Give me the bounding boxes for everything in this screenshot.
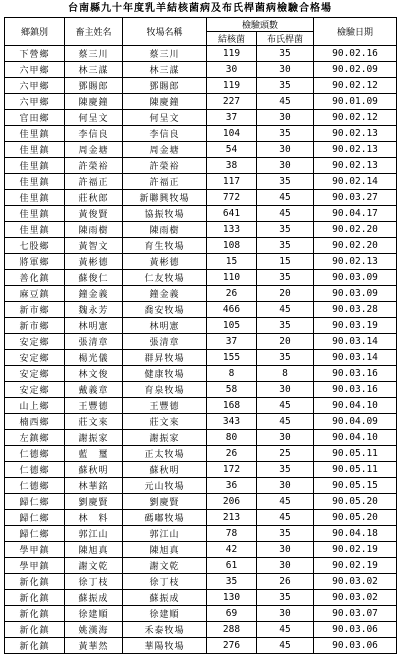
document-title: 台南縣九十年度乳羊結核菌病及布氏桿菌病檢驗合格場: [68, 3, 332, 14]
cell-township: 將軍鄉: [5, 254, 65, 270]
cell-farm: 許福正: [123, 174, 207, 190]
cell-owner: 林華銘: [65, 478, 123, 494]
cell-farm: 鐘金義: [123, 286, 207, 302]
header-brucella: 布氏桿菌: [257, 32, 314, 46]
cell-township: 佳里鎮: [5, 142, 65, 158]
cell-owner: 郭江山: [65, 526, 123, 542]
cell-tb-count: 80: [207, 430, 257, 446]
cell-owner: 李信良: [65, 126, 123, 142]
cell-township: 新化鎮: [5, 638, 65, 654]
cell-township: 楠西鄉: [5, 414, 65, 430]
cell-tb-count: 466: [207, 302, 257, 318]
cell-brucella-count: 30: [257, 110, 314, 126]
cell-date: 90.03.06: [314, 638, 397, 654]
cell-date: 90.03.16: [314, 366, 397, 382]
cell-township: 官田鄉: [5, 110, 65, 126]
cell-township: 歸仁鄉: [5, 494, 65, 510]
cell-brucella-count: 45: [257, 622, 314, 638]
cell-township: 安定鄉: [5, 366, 65, 382]
cell-date: 90.03.19: [314, 318, 397, 334]
cell-tb-count: 108: [207, 238, 257, 254]
cell-farm: 徐丁枝: [123, 574, 207, 590]
cell-farm: 何呈文: [123, 110, 207, 126]
cell-township: 新市鄉: [5, 318, 65, 334]
table-row: [5, 558, 397, 574]
cell-tb-count: 54: [207, 142, 257, 158]
cell-owner: 劉慶賢: [65, 494, 123, 510]
cell-farm: 王豐德: [123, 398, 207, 414]
cell-brucella-count: 26: [257, 574, 314, 590]
table-row: [5, 622, 397, 638]
table-row: [5, 366, 397, 382]
cell-owner: 莊秋郎: [65, 190, 123, 206]
table-row: [5, 78, 397, 94]
table-row: [5, 46, 397, 62]
cell-owner: 蘇振成: [65, 590, 123, 606]
cell-date: 90.03.07: [314, 606, 397, 622]
cell-date: 90.04.09: [314, 414, 397, 430]
cell-tb-count: 30: [207, 62, 257, 78]
cell-township: 新化鎮: [5, 606, 65, 622]
cell-date: 90.03.14: [314, 334, 397, 350]
cell-farm: 蘇振成: [123, 590, 207, 606]
cell-township: 佳里鎮: [5, 206, 65, 222]
cell-brucella-count: 35: [257, 174, 314, 190]
table-row: [5, 526, 397, 542]
cell-brucella-count: 45: [257, 638, 314, 654]
document-page: [4, 1, 396, 654]
cell-brucella-count: 30: [257, 558, 314, 574]
cell-owner: 姚漢海: [65, 622, 123, 638]
header-farm: 牧場名稱: [123, 18, 207, 46]
cell-date: 90.02.20: [314, 222, 397, 238]
cell-tb-count: 227: [207, 94, 257, 110]
cell-date: 90.02.09: [314, 62, 397, 78]
cell-owner: 楊光儀: [65, 350, 123, 366]
cell-farm: 陳慶鐘: [123, 94, 207, 110]
table-row: [5, 126, 397, 142]
table-row: [5, 446, 397, 462]
cell-owner: 林明憲: [65, 318, 123, 334]
cell-brucella-count: 30: [257, 158, 314, 174]
cell-farm: 正太牧場: [123, 446, 207, 462]
cell-date: 90.02.20: [314, 238, 397, 254]
cell-farm: 元山牧場: [123, 478, 207, 494]
cell-township: 學甲鎮: [5, 558, 65, 574]
cell-owner: 許福正: [65, 174, 123, 190]
cell-date: 90.03.27: [314, 190, 397, 206]
cell-date: 90.05.11: [314, 462, 397, 478]
cell-tb-count: 288: [207, 622, 257, 638]
cell-owner: 蘇秋明: [65, 462, 123, 478]
cell-farm: 林三謀: [123, 62, 207, 78]
cell-date: 90.05.15: [314, 478, 397, 494]
cell-tb-count: 61: [207, 558, 257, 574]
table-row: [5, 606, 397, 622]
cell-brucella-count: 45: [257, 414, 314, 430]
cell-township: 六甲鄉: [5, 94, 65, 110]
cell-tb-count: 42: [207, 542, 257, 558]
cell-owner: 謝文乾: [65, 558, 123, 574]
table-row: [5, 414, 397, 430]
cell-farm: 協振牧場: [123, 206, 207, 222]
cell-brucella-count: 45: [257, 206, 314, 222]
cell-tb-count: 119: [207, 78, 257, 94]
cell-farm: 新聯興牧場: [123, 190, 207, 206]
cell-tb-count: 117: [207, 174, 257, 190]
cell-township: 佳里鎮: [5, 174, 65, 190]
cell-tb-count: 168: [207, 398, 257, 414]
table-row: [5, 254, 397, 270]
cell-date: 90.02.12: [314, 78, 397, 94]
cell-owner: 許榮裕: [65, 158, 123, 174]
cell-tb-count: 15: [207, 254, 257, 270]
cell-tb-count: 37: [207, 110, 257, 126]
cell-brucella-count: 20: [257, 286, 314, 302]
cell-farm: 劉慶賢: [123, 494, 207, 510]
cell-brucella-count: 45: [257, 398, 314, 414]
cell-township: 七股鄉: [5, 238, 65, 254]
cell-owner: 林三謀: [65, 62, 123, 78]
cell-farm: 禾泰牧場: [123, 622, 207, 638]
cell-owner: 鄧賜郎: [65, 78, 123, 94]
cell-brucella-count: 45: [257, 190, 314, 206]
cell-brucella-count: 35: [257, 590, 314, 606]
cell-tb-count: 133: [207, 222, 257, 238]
cell-owner: 藍 璽: [65, 446, 123, 462]
header-count-group: 檢驗頭數: [207, 18, 314, 32]
cell-tb-count: 206: [207, 494, 257, 510]
cell-date: 90.03.16: [314, 382, 397, 398]
cell-owner: 黃彬德: [65, 254, 123, 270]
cell-owner: 黃華然: [65, 638, 123, 654]
table-row: [5, 398, 397, 414]
cell-farm: 蔡三川: [123, 46, 207, 62]
cell-township: 佳里鎮: [5, 158, 65, 174]
cell-brucella-count: 20: [257, 334, 314, 350]
cell-township: 歸仁鄉: [5, 526, 65, 542]
table-row: [5, 574, 397, 590]
cell-brucella-count: 35: [257, 46, 314, 62]
cell-brucella-count: 45: [257, 494, 314, 510]
cell-tb-count: 213: [207, 510, 257, 526]
table-row: [5, 238, 397, 254]
cell-date: 90.04.17: [314, 206, 397, 222]
cell-owner: 陳慶鐘: [65, 94, 123, 110]
cell-tb-count: 26: [207, 286, 257, 302]
cell-township: 山上鄉: [5, 398, 65, 414]
cell-farm: 許榮裕: [123, 158, 207, 174]
cell-farm: 群昇牧場: [123, 350, 207, 366]
cell-brucella-count: 30: [257, 430, 314, 446]
cell-date: 90.03.09: [314, 286, 397, 302]
cell-township: 仁德鄉: [5, 462, 65, 478]
cell-date: 90.05.20: [314, 494, 397, 510]
cell-brucella-count: 45: [257, 510, 314, 526]
cell-tb-count: 110: [207, 270, 257, 286]
cell-owner: 張清章: [65, 334, 123, 350]
table-row: [5, 286, 397, 302]
table-row: [5, 206, 397, 222]
cell-owner: 黃俊賢: [65, 206, 123, 222]
cell-date: 90.01.09: [314, 94, 397, 110]
table-row: [5, 222, 397, 238]
cell-township: 新化鎮: [5, 590, 65, 606]
cell-date: 90.04.18: [314, 526, 397, 542]
cell-tb-count: 37: [207, 334, 257, 350]
table-row: [5, 430, 397, 446]
cell-farm: 喬安牧場: [123, 302, 207, 318]
cell-tb-count: 172: [207, 462, 257, 478]
cell-date: 90.03.02: [314, 574, 397, 590]
cell-farm: 謝振家: [123, 430, 207, 446]
cell-tb-count: 69: [207, 606, 257, 622]
cell-township: 佳里鎮: [5, 190, 65, 206]
cell-township: 佳里鎮: [5, 222, 65, 238]
cell-date: 90.03.02: [314, 590, 397, 606]
table-row: [5, 190, 397, 206]
cell-farm: 陳雨樹: [123, 222, 207, 238]
cell-farm: 陳旭真: [123, 542, 207, 558]
cell-township: 學甲鎮: [5, 542, 65, 558]
cell-tb-count: 104: [207, 126, 257, 142]
cell-farm: 徐建順: [123, 606, 207, 622]
table-row: [5, 94, 397, 110]
cell-tb-count: 8: [207, 366, 257, 382]
cell-brucella-count: 35: [257, 318, 314, 334]
cell-tb-count: 58: [207, 382, 257, 398]
table-row: [5, 142, 397, 158]
cell-owner: 戴義章: [65, 382, 123, 398]
table-row: [5, 62, 397, 78]
cell-township: 六甲鄉: [5, 78, 65, 94]
cell-brucella-count: 35: [257, 238, 314, 254]
cell-owner: 徐建順: [65, 606, 123, 622]
cell-owner: 陳雨樹: [65, 222, 123, 238]
table-row: [5, 302, 397, 318]
cell-brucella-count: 30: [257, 478, 314, 494]
cell-brucella-count: 30: [257, 382, 314, 398]
table-row: [5, 382, 397, 398]
cell-farm: 華陽牧場: [123, 638, 207, 654]
cell-brucella-count: 30: [257, 606, 314, 622]
cell-brucella-count: 35: [257, 270, 314, 286]
table-row: [5, 334, 397, 350]
cell-farm: 莊文來: [123, 414, 207, 430]
cell-owner: 林文俊: [65, 366, 123, 382]
table-row: [5, 510, 397, 526]
cell-tb-count: 130: [207, 590, 257, 606]
cell-date: 90.03.28: [314, 302, 397, 318]
cell-township: 安定鄉: [5, 382, 65, 398]
cell-owner: 林 料: [65, 510, 123, 526]
header-owner: 畜主姓名: [65, 18, 123, 46]
cell-farm: 鄧賜郎: [123, 78, 207, 94]
cell-tb-count: 78: [207, 526, 257, 542]
cell-brucella-count: 45: [257, 94, 314, 110]
cell-date: 90.02.16: [314, 46, 397, 62]
cell-tb-count: 276: [207, 638, 257, 654]
cell-farm: 碼嘟牧場: [123, 510, 207, 526]
cell-tb-count: 35: [207, 574, 257, 590]
cell-tb-count: 343: [207, 414, 257, 430]
header-date: 檢驗日期: [314, 18, 397, 46]
cell-date: 90.02.19: [314, 558, 397, 574]
cell-tb-count: 155: [207, 350, 257, 366]
cell-township: 歸仁鄉: [5, 510, 65, 526]
cell-tb-count: 105: [207, 318, 257, 334]
cell-township: 安定鄉: [5, 350, 65, 366]
cell-date: 90.02.14: [314, 174, 397, 190]
cell-owner: 黃智文: [65, 238, 123, 254]
cell-date: 90.02.13: [314, 126, 397, 142]
cell-owner: 陳旭真: [65, 542, 123, 558]
table-row: [5, 318, 397, 334]
cell-farm: 郭江山: [123, 526, 207, 542]
cell-tb-count: 38: [207, 158, 257, 174]
cell-farm: 育泉牧場: [123, 382, 207, 398]
cell-farm: 林明憲: [123, 318, 207, 334]
cell-farm: 仁友牧場: [123, 270, 207, 286]
table-row: [5, 174, 397, 190]
cell-tb-count: 119: [207, 46, 257, 62]
cell-township: 新化鎮: [5, 622, 65, 638]
cell-township: 新化鎮: [5, 574, 65, 590]
cell-township: 新市鄉: [5, 302, 65, 318]
cell-date: 90.02.13: [314, 158, 397, 174]
cell-brucella-count: 30: [257, 62, 314, 78]
cell-date: 90.04.10: [314, 398, 397, 414]
cell-owner: 何呈文: [65, 110, 123, 126]
cell-brucella-count: 30: [257, 542, 314, 558]
cell-tb-count: 772: [207, 190, 257, 206]
cell-farm: 周金塘: [123, 142, 207, 158]
header-township: 鄉鎮別: [5, 18, 65, 46]
cell-tb-count: 26: [207, 446, 257, 462]
inspection-table: [4, 17, 397, 654]
cell-township: 善化鎮: [5, 270, 65, 286]
table-row: [5, 462, 397, 478]
cell-farm: 健康牧場: [123, 366, 207, 382]
table-row: [5, 542, 397, 558]
table-row: [5, 350, 397, 366]
cell-tb-count: 641: [207, 206, 257, 222]
cell-farm: 育生牧場: [123, 238, 207, 254]
cell-owner: 周金塘: [65, 142, 123, 158]
cell-owner: 蔡三川: [65, 46, 123, 62]
cell-owner: 莊文來: [65, 414, 123, 430]
cell-township: 下營鄉: [5, 46, 65, 62]
table-row: [5, 638, 397, 654]
cell-date: 90.04.10: [314, 430, 397, 446]
cell-date: 90.02.13: [314, 142, 397, 158]
cell-tb-count: 36: [207, 478, 257, 494]
cell-township: 六甲鄉: [5, 62, 65, 78]
cell-farm: 黃彬德: [123, 254, 207, 270]
cell-date: 90.02.19: [314, 542, 397, 558]
cell-brucella-count: 35: [257, 126, 314, 142]
table-row: [5, 478, 397, 494]
table-row: [5, 494, 397, 510]
table-row: [5, 270, 397, 286]
cell-date: 90.03.06: [314, 622, 397, 638]
cell-date: 90.02.13: [314, 254, 397, 270]
cell-farm: 蘇秋明: [123, 462, 207, 478]
cell-brucella-count: 35: [257, 78, 314, 94]
cell-farm: 李信良: [123, 126, 207, 142]
cell-township: 安定鄉: [5, 334, 65, 350]
cell-township: 仁德鄉: [5, 446, 65, 462]
cell-brucella-count: 35: [257, 526, 314, 542]
cell-date: 90.03.14: [314, 350, 397, 366]
cell-owner: 謝振家: [65, 430, 123, 446]
cell-brucella-count: 15: [257, 254, 314, 270]
cell-date: 90.05.11: [314, 446, 397, 462]
cell-brucella-count: 35: [257, 462, 314, 478]
header-tb: 結核菌: [207, 32, 257, 46]
table-row: [5, 158, 397, 174]
cell-date: 90.03.09: [314, 270, 397, 286]
cell-owner: 鐘金義: [65, 286, 123, 302]
cell-township: 仁德鄉: [5, 478, 65, 494]
cell-brucella-count: 8: [257, 366, 314, 382]
cell-township: 麻豆鎮: [5, 286, 65, 302]
cell-date: 90.05.20: [314, 510, 397, 526]
table-body: [5, 46, 397, 654]
table-row: [5, 590, 397, 606]
cell-owner: 魏永芳: [65, 302, 123, 318]
cell-date: 90.02.12: [314, 110, 397, 126]
cell-township: 左鎮鄉: [5, 430, 65, 446]
cell-brucella-count: 35: [257, 222, 314, 238]
table-row: [5, 110, 397, 126]
cell-township: 佳里鎮: [5, 126, 65, 142]
cell-owner: 徐丁枝: [65, 574, 123, 590]
cell-brucella-count: 25: [257, 446, 314, 462]
cell-owner: 蘇俊仁: [65, 270, 123, 286]
cell-brucella-count: 30: [257, 142, 314, 158]
cell-farm: 張清章: [123, 334, 207, 350]
cell-brucella-count: 35: [257, 350, 314, 366]
cell-brucella-count: 45: [257, 302, 314, 318]
cell-farm: 謝文乾: [123, 558, 207, 574]
cell-owner: 王豐德: [65, 398, 123, 414]
